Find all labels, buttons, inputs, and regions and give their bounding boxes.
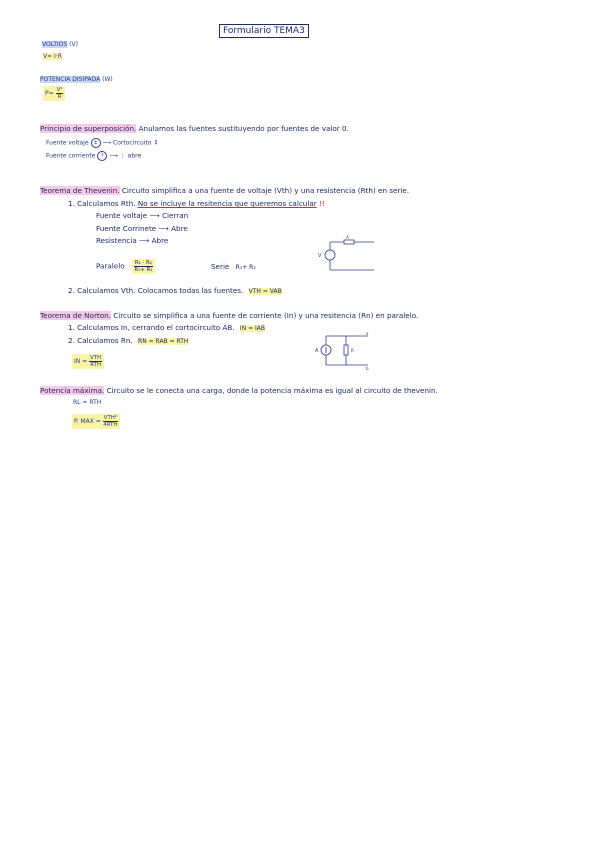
potencia-num: V²: [56, 87, 63, 93]
potencia-max-lhs: P. MAX =: [74, 418, 101, 425]
arrow-right-icon: ⟶: [139, 236, 150, 245]
thevenin-step1: 1. Calculamos Rth.: [68, 199, 136, 208]
voltios-heading-line: [42, 41, 78, 48]
norton-text: Circuito se simplifica a una fuente de corriente (In) y una resitencia (Rn) en paralelo.: [113, 311, 419, 320]
norton-step1: 1. Calculamos In, cerrando el cortocircuito AB.: [68, 323, 235, 332]
norton-step1-formula: IN = IAB: [239, 325, 266, 332]
potencia-fraction: [56, 87, 64, 100]
resistor-rth: [344, 240, 354, 244]
potencia-max-line: [40, 386, 438, 395]
potencia-unit: (W): [102, 76, 113, 83]
serie-formula: R₁+ R₂: [235, 264, 256, 271]
norton-line: [40, 311, 418, 320]
norton-heading: Teorema de Norton.: [40, 311, 111, 320]
rule-result: Cierran: [162, 211, 189, 220]
potencia-den: R: [57, 94, 62, 100]
superposicion-heading: Principio de superposición.: [40, 124, 137, 133]
norton-step2-line: [68, 336, 188, 345]
thevenin-step1-mark: !!: [319, 199, 325, 208]
paralelo-num: R₁ · R₂: [134, 260, 152, 266]
norton-step1-line: [68, 323, 265, 332]
paralelo-fraction: [132, 259, 155, 274]
serie-line: [211, 262, 256, 271]
rule-label: Resistencia: [96, 236, 137, 245]
serie-label: Serie: [211, 262, 230, 271]
thevenin-line: [40, 186, 409, 195]
thevenin-step2-line: [68, 286, 282, 295]
paralelo-label: Paralelo: [96, 261, 125, 271]
potencia-max-cond: RL = RTH: [73, 399, 102, 406]
resistor-rn: [344, 345, 348, 355]
potencia-max-formula: [72, 414, 120, 429]
thevenin-step2: 2. Calculamos Vth. Colocamos todas las fuentes.: [68, 286, 244, 295]
paralelo-line: [96, 259, 155, 274]
voltage-source-icon: [325, 250, 335, 260]
voltios-heading: VOLTIOS: [42, 41, 68, 48]
norton-in-num: VTH: [90, 355, 102, 361]
norton-step2-formula: RN = RAB = RTH: [138, 338, 189, 345]
superposicion-line1-result: Cortocircuito: [113, 139, 152, 147]
diagram-a-label: A: [315, 348, 319, 354]
potencia-max-text: Circuito se le conecta una carga, donde la potencia máxima es igual al circuito de thevenin.: [106, 386, 438, 395]
norton-in-formula: [72, 354, 104, 369]
thevenin-rule-0: [96, 211, 188, 220]
potencia-max-heading: Potencia máxima.: [40, 386, 105, 395]
norton-circuit-diagram: [314, 332, 374, 372]
superposicion-line2: [46, 151, 141, 161]
rule-result: Abre: [151, 236, 169, 245]
diagram-r-label: R: [351, 348, 354, 353]
norton-step2: 2. Calculamos Rn.: [68, 336, 133, 345]
arrow-right-icon: ⟶: [102, 139, 112, 147]
short-circuit-icon: ↕: [153, 139, 159, 147]
diagram-v-label: V: [318, 253, 322, 259]
superposicion-line1: [46, 138, 158, 148]
potencia-heading: POTENCIA DISIPADA: [40, 76, 101, 83]
voltios-unit: (V): [69, 41, 78, 48]
open-circuit-icon: ⋮: [119, 152, 126, 160]
thevenin-rule-1: [96, 224, 188, 233]
diagram-top-label: a: [366, 331, 369, 336]
thevenin-text: Circuito simplifica a una fuente de voltaje (Vth) y una resistencia (Rth) en serie.: [121, 186, 410, 195]
voltage-source-icon: ±: [91, 138, 101, 148]
potencia-max-fraction: [103, 415, 118, 428]
thevenin-rule-2: [96, 236, 168, 245]
paralelo-den: R₁+ R₂: [134, 267, 153, 273]
superposicion-line: [40, 124, 349, 133]
potencia-max-num: VTH²: [103, 415, 117, 421]
norton-in-den: RTH: [90, 362, 101, 368]
potencia-max-den: 4RTH: [103, 422, 118, 428]
arrow-right-icon: ⟶: [158, 224, 169, 233]
superposicion-line2-result: abre: [127, 152, 142, 160]
thevenin-step1-note: No se incluye la resitencia que queremos calcular: [137, 199, 317, 208]
rule-label: Fuente Corrinete: [96, 224, 157, 233]
page-title: Formulario TEMA3: [219, 24, 309, 38]
voltios-formula: V= I·R: [43, 53, 62, 60]
arrow-right-icon: ⟶: [109, 152, 118, 160]
norton-in-lhs: IN =: [74, 358, 88, 365]
thevenin-heading: Teorema de Thevenin.: [40, 186, 120, 195]
rule-result: Abre: [171, 224, 188, 233]
diagram-bottom-label: b: [366, 366, 369, 371]
thevenin-circuit-diagram: [316, 234, 376, 276]
superposicion-line2-label: Fuente corriente: [46, 152, 96, 160]
superposicion-line1-label: Fuente voltaje: [46, 139, 89, 147]
potencia-formula: [43, 86, 65, 101]
rule-label: Fuente voltaje: [96, 211, 148, 220]
superposicion-text: Anulamos las fuentes sustituyendo por fuentes de valor 0.: [138, 124, 349, 133]
potencia-lhs: P=: [45, 90, 54, 97]
thevenin-step1-line: [68, 199, 325, 208]
norton-in-fraction: [89, 355, 102, 368]
arrow-right-icon: ⟶: [149, 211, 160, 220]
diagram-a-label: A: [346, 235, 349, 240]
potencia-heading-line: [40, 76, 113, 83]
thevenin-step2-formula: VTH = VAB: [248, 288, 282, 295]
current-source-icon: ↑: [97, 151, 107, 161]
